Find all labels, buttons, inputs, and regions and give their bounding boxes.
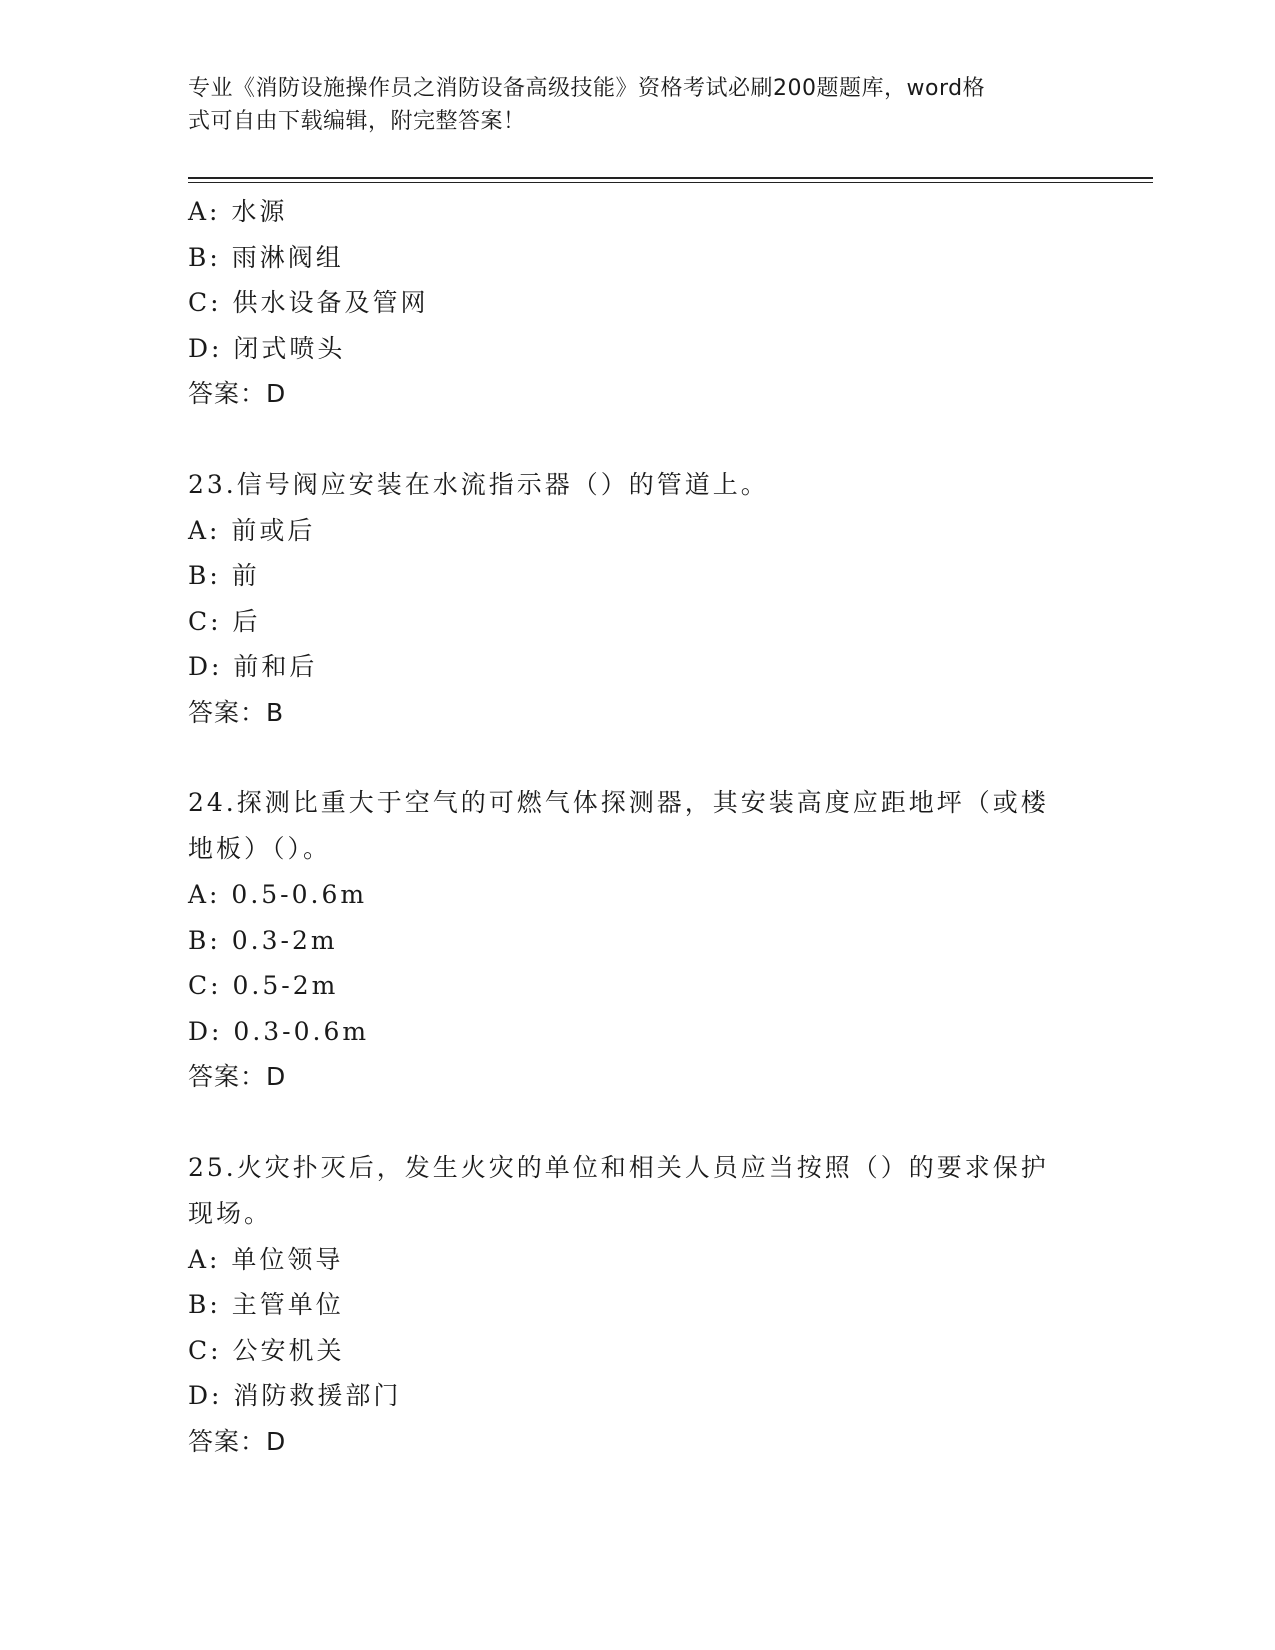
- question-stem-continued: 地板）（）。: [188, 834, 332, 863]
- question-stem: 23.信号阀应安装在水流指示器（）的管道上。: [188, 469, 769, 499]
- option-c: C: 0.5-2m: [188, 971, 339, 1000]
- option-a: A: 水源: [188, 197, 288, 226]
- option-b: B: 前: [188, 561, 260, 590]
- answer-line: 答案：D: [188, 1062, 287, 1091]
- question-24-block: [188, 780, 1088, 1100]
- option-b: B: 主管单位: [188, 1290, 344, 1319]
- answer-line: 答案：D: [188, 379, 287, 408]
- option-d: D: 消防救援部门: [188, 1381, 402, 1410]
- header-divider: [188, 177, 1153, 179]
- prev-question-block: [188, 189, 1088, 417]
- question-content: [188, 189, 1088, 1464]
- question-stem: 24.探测比重大于空气的可燃气体探测器，其安装高度应距地坪（或楼: [188, 788, 1049, 817]
- option-c: C: 后: [188, 606, 261, 636]
- question-25-block: [188, 1145, 1088, 1465]
- option-a: A: 单位领导: [188, 1244, 344, 1274]
- header-line-1: 专业《消防设施操作员之消防设备高级技能》资格考试必刷200题题库，word格: [188, 76, 986, 101]
- header-divider-thin: [188, 182, 1153, 183]
- question-stem: 25.火灾扑灭后，发生火灾的单位和相关人员应当按照（）的要求保护: [188, 1152, 1049, 1182]
- option-d: D: 前和后: [188, 652, 318, 681]
- option-b: B: 雨淋阀组: [188, 242, 344, 272]
- document-header: [188, 72, 1068, 138]
- option-c: C: 公安机关: [188, 1335, 345, 1365]
- option-a: A: 0.5-0.6m: [188, 880, 368, 909]
- answer-line: 答案：D: [188, 1426, 287, 1456]
- option-d: D: 闭式喷头: [188, 333, 346, 363]
- question-stem-continued: 现场。: [188, 1198, 273, 1228]
- header-line-2: 式可自由下载编辑，附完整答案！: [188, 109, 526, 134]
- option-c: C: 供水设备及管网: [188, 288, 429, 317]
- option-d: D: 0.3-0.6m: [188, 1016, 370, 1046]
- option-b: B: 0.3-2m: [188, 925, 338, 955]
- question-23-block: [188, 462, 1088, 736]
- answer-line: 答案：B: [188, 697, 285, 727]
- option-a: A: 前或后: [188, 515, 316, 545]
